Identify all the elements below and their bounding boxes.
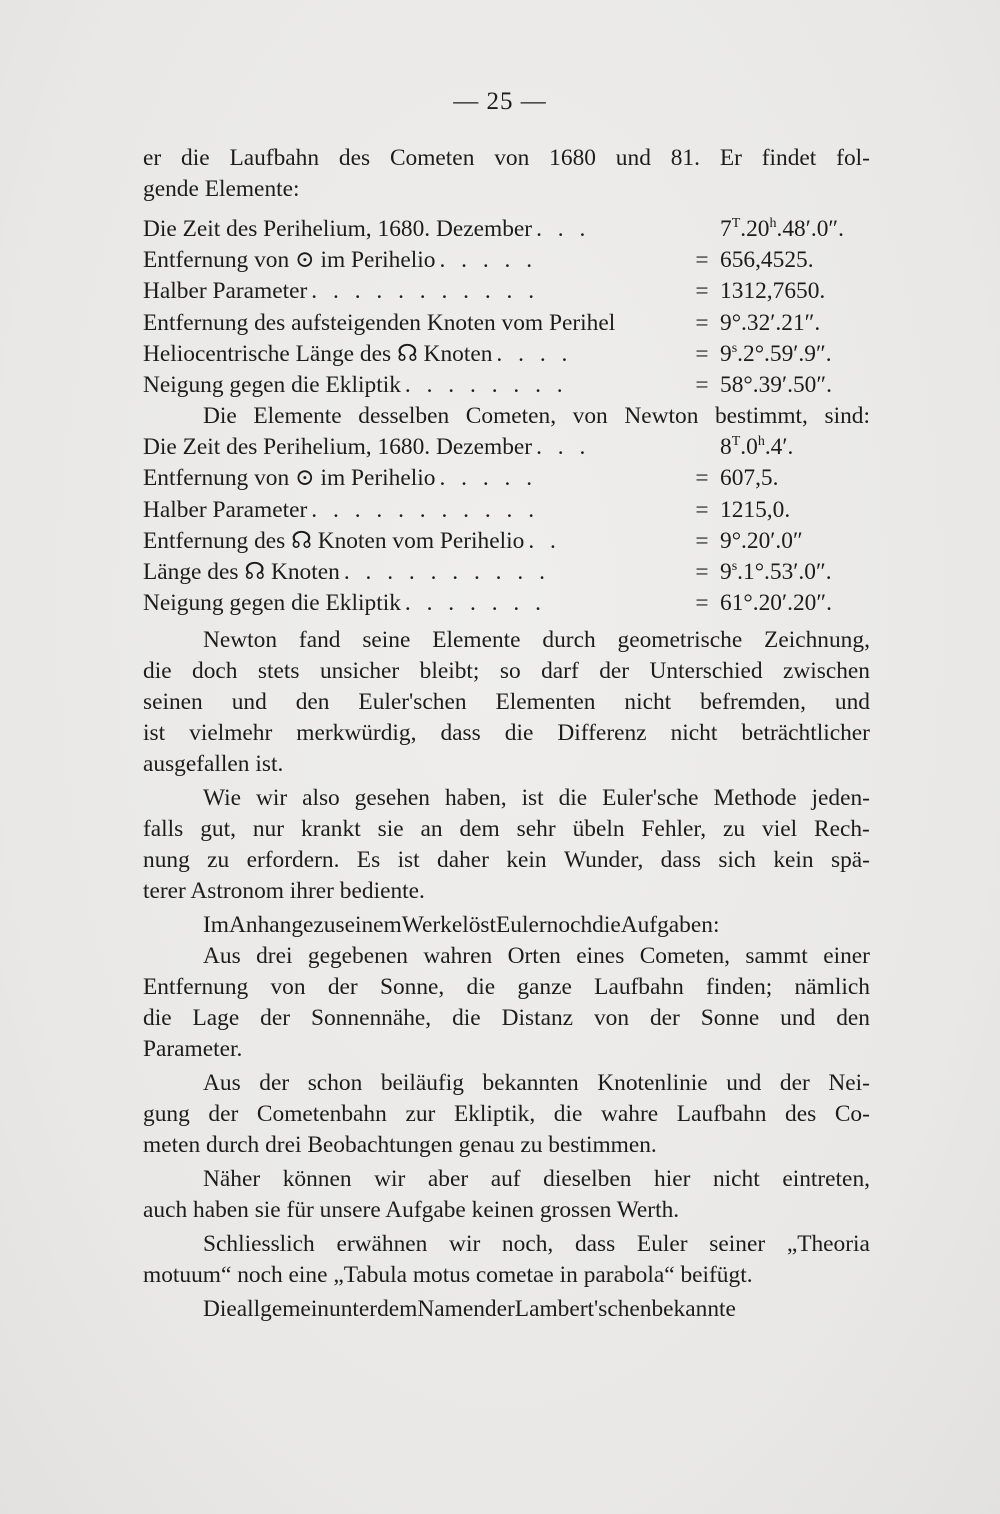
equals-sign: = bbox=[695, 590, 709, 617]
leader-dots: . . . bbox=[536, 434, 591, 461]
text-line: falls gut, nur krankt sie an dem sehr übeln Fehler, zu viel Rech- bbox=[143, 816, 870, 843]
element-row bbox=[143, 214, 870, 245]
word: 1680 bbox=[549, 145, 596, 171]
text-line: terer Astronom ihrer bediente. bbox=[143, 878, 425, 905]
element-value: 61°.20′.20″. bbox=[720, 590, 832, 617]
euler-elements-table bbox=[143, 214, 870, 401]
element-row bbox=[143, 370, 870, 401]
word: von bbox=[572, 403, 608, 430]
text-line: meten durch drei Beobachtungen genau zu bestimmen. bbox=[143, 1132, 657, 1159]
leader-dots: . . . . . . . . . . . bbox=[311, 496, 540, 523]
element-value: 9°.32′.21″. bbox=[720, 309, 821, 336]
element-label: Entfernung von ⊙ im Perihelio bbox=[143, 247, 436, 274]
word: Cometen, bbox=[465, 403, 557, 430]
equals-sign: = bbox=[695, 558, 709, 585]
element-row bbox=[143, 432, 870, 463]
intro-line-2: gende Elemente: bbox=[143, 176, 300, 202]
leader-dots: . . . . . . . . bbox=[404, 371, 568, 398]
equals-sign: = bbox=[695, 465, 709, 492]
leader-dots: . . . . . . . bbox=[404, 590, 546, 617]
paragraph bbox=[143, 1229, 870, 1291]
text-line: Schliesslich erwähnen wir noch, dass Euler seiner „Theoria bbox=[203, 1231, 870, 1258]
element-label: Entfernung des aufsteigenden Knoten vom Perihel bbox=[143, 309, 616, 336]
paragraph bbox=[143, 783, 870, 907]
text-line: seinen und den Euler'schen Elementen nicht befremden, und bbox=[143, 689, 870, 716]
text-line: motuum“ noch eine „Tabula motus cometae in parabola“ beifügt. bbox=[143, 1262, 753, 1289]
text-line: ImAnhangezuseinemWerkelöstEulernochdieAufgaben: bbox=[203, 912, 720, 939]
word: Newton bbox=[624, 403, 699, 430]
word: Die bbox=[203, 403, 237, 430]
text-line: auch haben sie für unsere Aufgabe keinen grossen Werth. bbox=[143, 1197, 680, 1224]
text-line: gung der Cometenbahn zur Ekliptik, die wahre Laufbahn des Co- bbox=[143, 1101, 870, 1128]
word: bestimmt, bbox=[714, 403, 808, 430]
element-value: $7^T.20^h.48'.0''$. bbox=[720, 216, 845, 242]
element-label: Die Zeit des Perihelium, 1680. Dezember bbox=[143, 216, 533, 242]
element-value: 9$^s$.1°.53′.0″. bbox=[720, 558, 832, 585]
text-line: Aus drei gegebenen wahren Orten eines Cometen, sammt einer bbox=[203, 943, 870, 970]
leader-dots: . . . . bbox=[496, 340, 573, 367]
leader-dots: . . . . . bbox=[439, 247, 538, 274]
element-label: Die Zeit des Perihelium, 1680. Dezember bbox=[143, 434, 533, 461]
element-row bbox=[143, 495, 870, 526]
element-value: $8^T.0^h.4'$. bbox=[720, 434, 794, 461]
word: findet bbox=[761, 145, 817, 171]
word: Laufbahn bbox=[229, 145, 320, 171]
equals-sign: = bbox=[695, 496, 709, 523]
element-value: 1312,7650. bbox=[720, 278, 826, 305]
text-line: Entfernung von der Sonne, die ganze Laufbahn finden; nämlich bbox=[143, 974, 870, 1001]
text-line: Näher können wir aber auf dieselben hier nicht eintreten, bbox=[203, 1166, 870, 1193]
text-line: ausgefallen ist. bbox=[143, 751, 284, 778]
word: 81. bbox=[670, 145, 700, 171]
text-line: ist vielmehr merkwürdig, dass die Differenz nicht beträchtlicher bbox=[143, 720, 870, 747]
leader-dots: . . . . . . . . . . bbox=[343, 558, 550, 585]
paragraph bbox=[143, 1294, 870, 1325]
element-label: Länge des ☊ Knoten bbox=[143, 558, 340, 585]
equals-sign: = bbox=[695, 309, 709, 336]
paragraph bbox=[143, 1164, 870, 1226]
intro-line-1 bbox=[143, 143, 870, 174]
element-label: Entfernung des ☊ Knoten vom Perihelio bbox=[143, 527, 525, 554]
paragraph bbox=[143, 1068, 870, 1161]
text-line: die doch stets unsicher bleibt; so darf der Unterschied zwischen bbox=[143, 658, 870, 685]
element-row bbox=[143, 245, 870, 276]
element-row bbox=[143, 557, 870, 588]
text-line: Parameter. bbox=[143, 1036, 243, 1063]
element-value: 9$^s$.2°.59′.9″. bbox=[720, 340, 832, 367]
newton-elements-table bbox=[143, 432, 870, 619]
element-row bbox=[143, 308, 870, 339]
word: Cometen bbox=[389, 145, 475, 171]
page-number: — 25 — bbox=[453, 88, 547, 115]
element-row bbox=[143, 339, 870, 370]
word: fol- bbox=[836, 145, 870, 171]
word: und bbox=[615, 145, 651, 171]
word: von bbox=[494, 145, 530, 171]
element-value: 1215,0. bbox=[720, 496, 791, 523]
leader-dots: . . . bbox=[536, 216, 591, 242]
equals-sign: = bbox=[695, 247, 709, 274]
element-label: Neigung gegen die Ekliptik bbox=[143, 371, 401, 398]
element-value: 656,4525. bbox=[720, 247, 814, 274]
element-value: 607,5. bbox=[720, 465, 779, 492]
element-row bbox=[143, 588, 870, 619]
newton-heading bbox=[143, 401, 870, 432]
paragraph bbox=[143, 941, 870, 1065]
paragraph bbox=[143, 625, 870, 780]
element-label: Entfernung von ⊙ im Perihelio bbox=[143, 465, 436, 492]
word: die bbox=[181, 145, 210, 171]
text-line: nung zu erfordern. Es ist daher kein Wunder, dass sich kein spä- bbox=[143, 847, 870, 874]
element-row bbox=[143, 276, 870, 307]
leader-dots: . . bbox=[528, 527, 561, 554]
leader-dots: . . . . . bbox=[439, 465, 538, 492]
element-label: Halber Parameter bbox=[143, 278, 308, 305]
text-line: Wie wir also gesehen haben, ist die Euler'sche Methode jeden- bbox=[203, 785, 870, 812]
element-row bbox=[143, 526, 870, 557]
equals-sign: = bbox=[695, 371, 709, 398]
equals-sign: = bbox=[695, 340, 709, 367]
word: er bbox=[143, 145, 162, 171]
equals-sign: = bbox=[695, 527, 709, 554]
word: des bbox=[338, 145, 371, 171]
text-line: die Lage der Sonnennähe, die Distanz von der Sonne und den bbox=[143, 1005, 870, 1032]
word: desselben bbox=[358, 403, 450, 430]
element-label: Neigung gegen die Ekliptik bbox=[143, 590, 401, 617]
leader-dots: . . . . . . . . . . . bbox=[311, 278, 540, 305]
equals-sign: = bbox=[695, 278, 709, 305]
word: Elemente bbox=[253, 403, 342, 430]
word: Er bbox=[719, 145, 742, 171]
text-line: Newton fand seine Elemente durch geometrische Zeichnung, bbox=[203, 627, 870, 654]
element-value: 9°.20′.0″ bbox=[720, 527, 803, 554]
element-label: Halber Parameter bbox=[143, 496, 308, 523]
word: sind: bbox=[824, 403, 870, 430]
text-line: Aus der schon beiläufig bekannten Knotenlinie und der Nei- bbox=[203, 1070, 870, 1097]
body-text bbox=[143, 143, 870, 1325]
element-value: 58°.39′.50″. bbox=[720, 371, 832, 398]
text-line: DieallgemeinunterdemNamenderLambert'schenbekannte bbox=[203, 1296, 736, 1323]
element-label: Heliocentrische Länge des ☊ Knoten bbox=[143, 340, 493, 367]
paragraph bbox=[143, 910, 870, 941]
element-row bbox=[143, 463, 870, 494]
